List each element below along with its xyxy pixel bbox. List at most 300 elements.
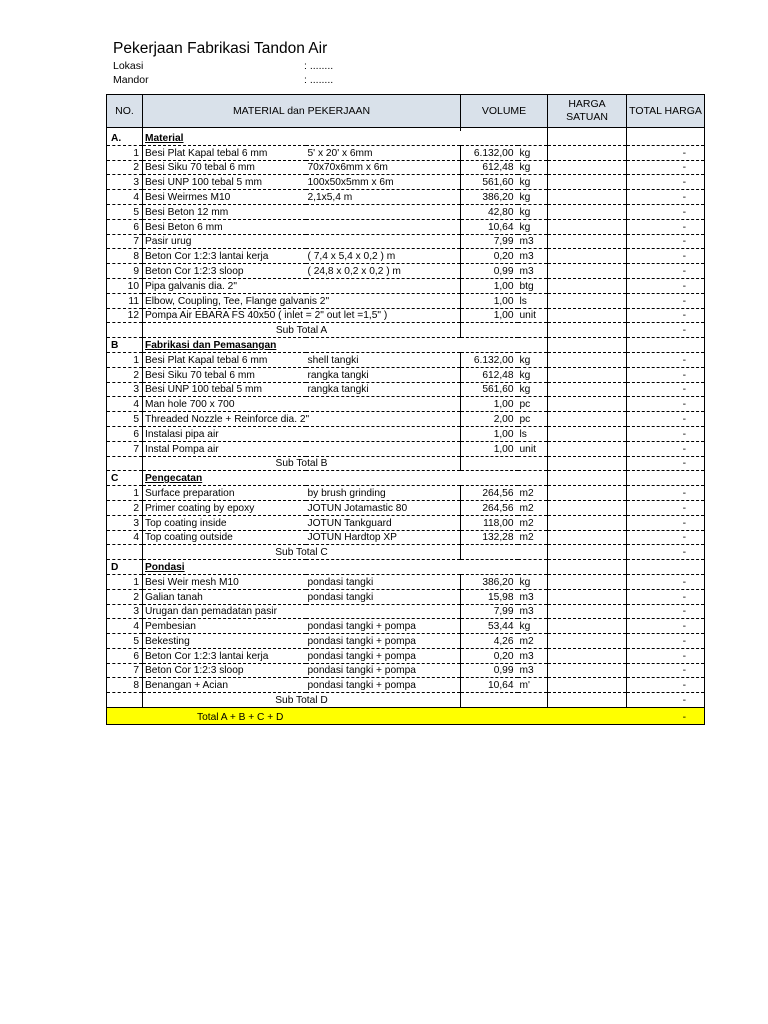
item-total: - <box>627 175 705 190</box>
section-unit-empty <box>518 471 548 486</box>
item-total: - <box>627 500 705 515</box>
item-unit-price <box>548 278 627 293</box>
item-quantity: 1,00 <box>461 426 518 441</box>
item-quantity: 10,64 <box>461 678 518 693</box>
item-quantity: 132,28 <box>461 530 518 545</box>
item-material: Surface preparation <box>143 486 306 501</box>
item-spec: rangka tangki <box>306 367 461 382</box>
item-material: Beton Cor 1:2:3 lantai kerja <box>143 648 306 663</box>
item-quantity: 1,00 <box>461 278 518 293</box>
item-number: 11 <box>107 293 143 308</box>
item-number: 12 <box>107 308 143 323</box>
item-number: 5 <box>107 204 143 219</box>
item-number: 1 <box>107 352 143 367</box>
subtotal-price-empty <box>548 456 627 471</box>
item-total: - <box>627 604 705 619</box>
item-unit: unit <box>518 441 548 456</box>
item-unit-price <box>548 589 627 604</box>
section-unit-empty <box>518 560 548 575</box>
table-row <box>107 190 705 205</box>
item-number: 3 <box>107 515 143 530</box>
item-unit: m2 <box>518 500 548 515</box>
item-quantity: 1,00 <box>461 397 518 412</box>
item-number: 2 <box>107 160 143 175</box>
item-spec: shell tangki <box>306 352 461 367</box>
table-row <box>107 204 705 219</box>
section-header-row <box>107 560 705 575</box>
item-spec: by brush grinding <box>306 486 461 501</box>
item-spec: JOTUN Hardtop XP <box>306 530 461 545</box>
item-number: 1 <box>107 145 143 160</box>
item-total: - <box>627 293 705 308</box>
item-unit-price <box>548 145 627 160</box>
item-unit: btg <box>518 278 548 293</box>
section-unit-empty <box>518 131 548 145</box>
item-number: 1 <box>107 574 143 589</box>
subtotal-no-empty <box>107 545 143 560</box>
item-unit-price <box>548 367 627 382</box>
item-unit: kg <box>518 145 548 160</box>
item-material: Pasir urug <box>143 234 461 249</box>
item-unit-price <box>548 293 627 308</box>
item-material: Besi Weirmes M10 <box>143 190 306 205</box>
item-number: 4 <box>107 397 143 412</box>
item-total: - <box>627 619 705 634</box>
item-unit: kg <box>518 382 548 397</box>
item-quantity: 264,56 <box>461 500 518 515</box>
item-number: 5 <box>107 634 143 649</box>
item-total: - <box>627 426 705 441</box>
item-material: Besi Siku 70 tebal 6 mm <box>143 367 306 382</box>
table-row <box>107 515 705 530</box>
subtotal-qty-empty <box>461 323 518 338</box>
item-unit-price <box>548 160 627 175</box>
section-title: Fabrikasi dan Pemasangan <box>143 338 461 353</box>
item-spec: ( 24,8 x 0,2 x 0,2 ) m <box>306 264 461 279</box>
item-number: 6 <box>107 219 143 234</box>
item-material: Bekesting <box>143 634 306 649</box>
item-material: Besi Siku 70 tebal 6 mm <box>143 160 306 175</box>
table-row <box>107 619 705 634</box>
item-unit-price <box>548 530 627 545</box>
item-unit: kg <box>518 204 548 219</box>
item-unit-price <box>548 249 627 264</box>
item-material: Man hole 700 x 700 <box>143 397 461 412</box>
item-total: - <box>627 145 705 160</box>
item-number: 7 <box>107 234 143 249</box>
table-row <box>107 367 705 382</box>
item-spec: pondasi tangki + pompa <box>306 678 461 693</box>
header-material: MATERIAL dan PEKERJAAN <box>143 95 461 128</box>
item-spec: pondasi tangki + pompa <box>306 663 461 678</box>
item-unit: m3 <box>518 604 548 619</box>
table-row <box>107 308 705 323</box>
item-quantity: 1,00 <box>461 293 518 308</box>
section-title: Pondasi <box>143 560 461 575</box>
item-total: - <box>627 352 705 367</box>
item-quantity: 15,98 <box>461 589 518 604</box>
item-quantity: 1,00 <box>461 441 518 456</box>
item-unit: kg <box>518 175 548 190</box>
item-spec: JOTUN Tankguard <box>306 515 461 530</box>
item-unit: kg <box>518 619 548 634</box>
section-code: D <box>107 560 143 575</box>
item-quantity: 561,60 <box>461 175 518 190</box>
table-row <box>107 486 705 501</box>
subtotal-row <box>107 456 705 471</box>
document-title: Pekerjaan Fabrikasi Tandon Air <box>113 40 328 57</box>
section-header-row <box>107 338 705 353</box>
item-unit: kg <box>518 574 548 589</box>
item-unit: pc <box>518 412 548 427</box>
bill-of-quantities-table <box>106 94 705 725</box>
table-row <box>107 574 705 589</box>
item-quantity: 7,99 <box>461 604 518 619</box>
item-unit-price <box>548 515 627 530</box>
lokasi-label: Lokasi <box>113 60 144 72</box>
table-row <box>107 648 705 663</box>
section-code: C <box>107 471 143 486</box>
item-number: 4 <box>107 619 143 634</box>
item-total: - <box>627 308 705 323</box>
item-quantity: 6.132,00 <box>461 145 518 160</box>
item-unit-price <box>548 308 627 323</box>
subtotal-no-empty <box>107 456 143 471</box>
item-total: - <box>627 249 705 264</box>
item-unit-price <box>548 486 627 501</box>
item-unit-price <box>548 574 627 589</box>
item-unit: kg <box>518 367 548 382</box>
item-unit-price <box>548 500 627 515</box>
table-row <box>107 634 705 649</box>
item-unit-price <box>548 264 627 279</box>
subtotal-unit-empty <box>518 456 548 471</box>
item-spec: pondasi tangki <box>306 574 461 589</box>
item-quantity: 0,20 <box>461 648 518 663</box>
item-total: - <box>627 515 705 530</box>
header-volume: VOLUME <box>461 95 548 128</box>
item-total: - <box>627 382 705 397</box>
item-number: 1 <box>107 486 143 501</box>
item-quantity: 612,48 <box>461 367 518 382</box>
table-row <box>107 397 705 412</box>
section-qty-empty <box>461 560 518 575</box>
item-material: Urugan dan pemadatan pasir <box>143 604 461 619</box>
table-row <box>107 426 705 441</box>
subtotal-unit-empty <box>518 323 548 338</box>
table-header-row <box>107 95 705 128</box>
item-unit: m3 <box>518 648 548 663</box>
item-quantity: 612,48 <box>461 160 518 175</box>
subtotal-label: Sub Total D <box>143 693 461 708</box>
table-row <box>107 604 705 619</box>
item-unit-price <box>548 412 627 427</box>
item-total: - <box>627 634 705 649</box>
item-number: 2 <box>107 367 143 382</box>
item-total: - <box>627 663 705 678</box>
item-unit-price <box>548 175 627 190</box>
section-code: A. <box>107 131 143 145</box>
item-material: Besi Plat Kapal tebal 6 mm <box>143 352 306 367</box>
section-price-empty <box>548 560 627 575</box>
item-quantity: 0,20 <box>461 249 518 264</box>
table-row <box>107 530 705 545</box>
item-spec: pondasi tangki + pompa <box>306 634 461 649</box>
subtotal-unit-empty <box>518 545 548 560</box>
item-total: - <box>627 367 705 382</box>
item-unit: kg <box>518 160 548 175</box>
grand-total-row <box>107 708 705 725</box>
subtotal-price-empty <box>548 323 627 338</box>
item-unit-price <box>548 190 627 205</box>
item-material: Besi UNP 100 tebal 5 mm <box>143 382 306 397</box>
item-number: 7 <box>107 663 143 678</box>
table-row <box>107 293 705 308</box>
item-unit-price <box>548 678 627 693</box>
table-row <box>107 589 705 604</box>
item-unit: kg <box>518 219 548 234</box>
item-material: Besi UNP 100 tebal 5 mm <box>143 175 306 190</box>
item-unit: pc <box>518 397 548 412</box>
table-row <box>107 352 705 367</box>
item-unit: m3 <box>518 264 548 279</box>
item-quantity: 2,00 <box>461 412 518 427</box>
section-qty-empty <box>461 471 518 486</box>
table-row <box>107 234 705 249</box>
item-material: Top coating outside <box>143 530 306 545</box>
item-quantity: 386,20 <box>461 574 518 589</box>
item-unit-price <box>548 219 627 234</box>
item-number: 9 <box>107 264 143 279</box>
item-number: 4 <box>107 190 143 205</box>
item-number: 8 <box>107 249 143 264</box>
item-unit-price <box>548 382 627 397</box>
item-number: 8 <box>107 678 143 693</box>
mandor-label: Mandor <box>113 74 149 86</box>
subtotal-value: - <box>627 456 705 471</box>
section-price-empty <box>548 131 627 145</box>
item-unit-price <box>548 352 627 367</box>
item-unit-price <box>548 204 627 219</box>
item-unit-price <box>548 619 627 634</box>
item-material: Pipa galvanis dia. 2" <box>143 278 461 293</box>
item-total: - <box>627 574 705 589</box>
item-quantity: 1,00 <box>461 308 518 323</box>
item-total: - <box>627 530 705 545</box>
item-total: - <box>627 678 705 693</box>
item-number: 10 <box>107 278 143 293</box>
section-total-empty <box>627 471 705 486</box>
section-price-empty <box>548 338 627 353</box>
item-spec: 2,1x5,4 m <box>306 190 461 205</box>
item-number: 3 <box>107 382 143 397</box>
section-code: B <box>107 338 143 353</box>
mandor-value: : ........ <box>304 74 334 86</box>
section-header-row <box>107 131 705 145</box>
item-material: Besi Weir mesh M10 <box>143 574 306 589</box>
item-number: 2 <box>107 500 143 515</box>
table-row <box>107 441 705 456</box>
section-total-empty <box>627 560 705 575</box>
subtotal-unit-empty <box>518 693 548 708</box>
item-unit-price <box>548 648 627 663</box>
subtotal-no-empty <box>107 693 143 708</box>
item-material: Elbow, Coupling, Tee, Flange galvanis 2" <box>143 293 461 308</box>
item-total: - <box>627 486 705 501</box>
item-total: - <box>627 204 705 219</box>
item-material: Beton Cor 1:2:3 sloop <box>143 264 306 279</box>
item-total: - <box>627 234 705 249</box>
item-total: - <box>627 264 705 279</box>
item-spec: ( 7,4 x 5,4 x 0,2 ) m <box>306 249 461 264</box>
item-number: 4 <box>107 530 143 545</box>
item-number: 6 <box>107 426 143 441</box>
subtotal-row <box>107 545 705 560</box>
item-unit: ls <box>518 293 548 308</box>
item-unit: kg <box>518 352 548 367</box>
item-unit-price <box>548 426 627 441</box>
item-spec: JOTUN Jotamastic 80 <box>306 500 461 515</box>
table-row <box>107 160 705 175</box>
item-unit: unit <box>518 308 548 323</box>
item-unit-price <box>548 397 627 412</box>
item-spec: pondasi tangki + pompa <box>306 619 461 634</box>
item-material: Instal Pompa air <box>143 441 461 456</box>
item-number: 3 <box>107 175 143 190</box>
table-row <box>107 412 705 427</box>
item-quantity: 386,20 <box>461 190 518 205</box>
item-number: 7 <box>107 441 143 456</box>
item-material: Instalasi pipa air <box>143 426 461 441</box>
item-total: - <box>627 441 705 456</box>
item-unit-price <box>548 663 627 678</box>
grand-total-value: - <box>627 708 705 725</box>
item-unit: m3 <box>518 663 548 678</box>
item-unit: m2 <box>518 515 548 530</box>
item-material: Besi Beton 12 mm <box>143 204 461 219</box>
item-spec: 70x70x6mm x 6m <box>306 160 461 175</box>
item-material: Beton Cor 1:2:3 sloop <box>143 663 306 678</box>
item-unit: m2 <box>518 530 548 545</box>
item-spec: 5' x 20' x 6mm <box>306 145 461 160</box>
item-total: - <box>627 397 705 412</box>
item-material: Primer coating by epoxy <box>143 500 306 515</box>
item-material: Besi Plat Kapal tebal 6 mm <box>143 145 306 160</box>
item-unit: m3 <box>518 589 548 604</box>
table-row <box>107 249 705 264</box>
item-unit-price <box>548 604 627 619</box>
item-material: Beton Cor 1:2:3 lantai kerja <box>143 249 306 264</box>
subtotal-value: - <box>627 693 705 708</box>
section-price-empty <box>548 471 627 486</box>
item-total: - <box>627 589 705 604</box>
item-spec: 100x50x5mm x 6m <box>306 175 461 190</box>
grand-total-label: Total A + B + C + D <box>107 708 627 725</box>
item-unit: kg <box>518 190 548 205</box>
subtotal-value: - <box>627 545 705 560</box>
item-spec: pondasi tangki + pompa <box>306 648 461 663</box>
table-row <box>107 219 705 234</box>
item-total: - <box>627 412 705 427</box>
item-number: 6 <box>107 648 143 663</box>
item-total: - <box>627 648 705 663</box>
item-spec: rangka tangki <box>306 382 461 397</box>
section-title: Pengecatan <box>143 471 461 486</box>
item-unit: m' <box>518 678 548 693</box>
section-qty-empty <box>461 338 518 353</box>
subtotal-qty-empty <box>461 456 518 471</box>
item-total: - <box>627 160 705 175</box>
subtotal-label: Sub Total C <box>143 545 461 560</box>
subtotal-label: Sub Total A <box>143 323 461 338</box>
item-quantity: 264,56 <box>461 486 518 501</box>
item-spec: pondasi tangki <box>306 589 461 604</box>
table-row <box>107 500 705 515</box>
item-total: - <box>627 219 705 234</box>
item-quantity: 10,64 <box>461 219 518 234</box>
subtotal-label: Sub Total B <box>143 456 461 471</box>
subtotal-qty-empty <box>461 545 518 560</box>
section-title: Material <box>143 131 461 145</box>
section-unit-empty <box>518 338 548 353</box>
table-body <box>107 131 705 725</box>
item-quantity: 53,44 <box>461 619 518 634</box>
table-row <box>107 678 705 693</box>
header-total-harga: TOTAL HARGA <box>627 95 705 128</box>
subtotal-no-empty <box>107 323 143 338</box>
item-total: - <box>627 190 705 205</box>
item-material: Galian tanah <box>143 589 306 604</box>
section-total-empty <box>627 131 705 145</box>
item-quantity: 0,99 <box>461 264 518 279</box>
table-row <box>107 145 705 160</box>
subtotal-value: - <box>627 323 705 338</box>
section-qty-empty <box>461 131 518 145</box>
item-unit: m3 <box>518 249 548 264</box>
item-quantity: 6.132,00 <box>461 352 518 367</box>
header-no: NO. <box>107 95 143 128</box>
table-row <box>107 264 705 279</box>
item-unit-price <box>548 441 627 456</box>
item-unit-price <box>548 634 627 649</box>
item-quantity: 118,00 <box>461 515 518 530</box>
item-quantity: 4,26 <box>461 634 518 649</box>
lokasi-value: : ........ <box>304 60 334 72</box>
subtotal-price-empty <box>548 545 627 560</box>
subtotal-row <box>107 693 705 708</box>
subtotal-qty-empty <box>461 693 518 708</box>
item-quantity: 42,80 <box>461 204 518 219</box>
item-unit: ls <box>518 426 548 441</box>
item-number: 2 <box>107 589 143 604</box>
item-unit: m2 <box>518 634 548 649</box>
subtotal-price-empty <box>548 693 627 708</box>
table-row <box>107 663 705 678</box>
item-material: Benangan + Acian <box>143 678 306 693</box>
item-material: Threaded Nozzle + Reinforce dia. 2" <box>143 412 461 427</box>
subtotal-row <box>107 323 705 338</box>
item-unit: m3 <box>518 234 548 249</box>
item-material: Pompa Air EBARA FS 40x50 ( inlet = 2" out let =1,5" ) <box>143 308 461 323</box>
table-row <box>107 382 705 397</box>
item-quantity: 561,60 <box>461 382 518 397</box>
item-material: Pembesian <box>143 619 306 634</box>
item-unit-price <box>548 234 627 249</box>
table-row <box>107 278 705 293</box>
table-row <box>107 175 705 190</box>
item-total: - <box>627 278 705 293</box>
item-unit: m2 <box>518 486 548 501</box>
